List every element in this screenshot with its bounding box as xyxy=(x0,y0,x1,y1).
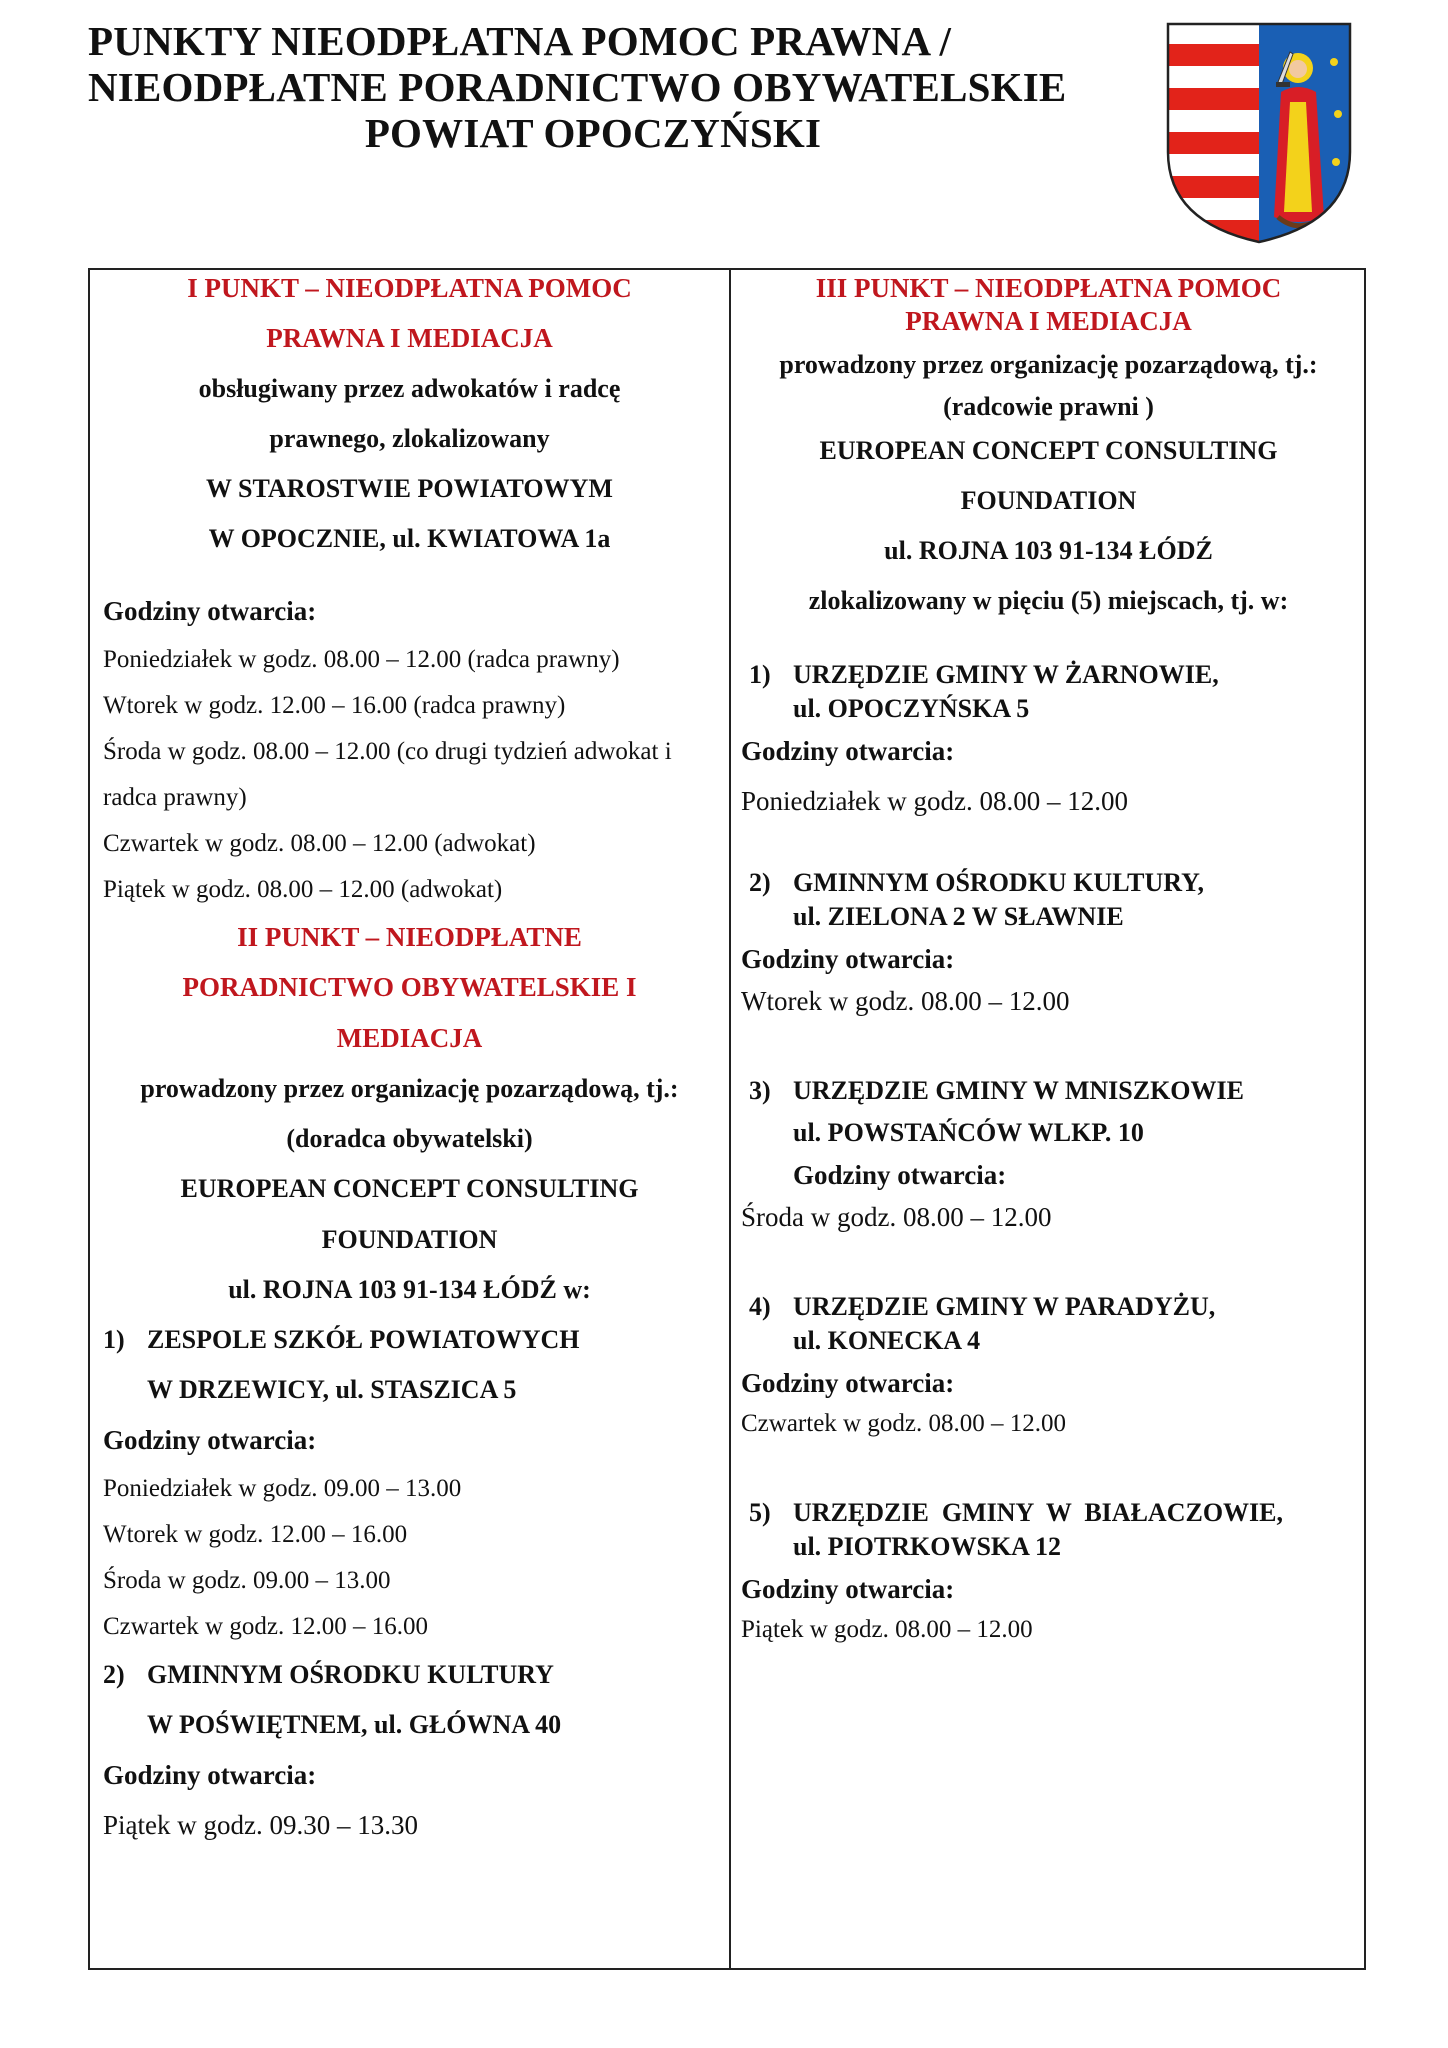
p2-loc1-hours-label: Godziny otwarcia: xyxy=(103,1425,317,1455)
p1-hours-wed: Środa w godz. 08.00 – 12.00 (co drugi tydzień adwokat i xyxy=(103,738,672,765)
p3-loc1-address: ul. OPOCZYŃSKA 5 xyxy=(793,694,1030,723)
p1-hours-label: Godziny otwarcia: xyxy=(103,596,317,626)
p2-loc1-address: W DRZEWICY, ul. STASZICA 5 xyxy=(147,1375,517,1404)
p3-loc1-line1 xyxy=(749,660,1219,690)
p3-loc5-hours: Piątek w godz. 08.00 – 12.00 xyxy=(741,1616,1033,1643)
coat-of-arms-icon xyxy=(1166,22,1352,244)
p2-loc2-hours-label: Godziny otwarcia: xyxy=(103,1760,317,1790)
p3-title-1: III PUNKT – NIEODPŁATNA POMOC xyxy=(815,273,1282,303)
p3-loc4-name: URZĘDZIE GMINY W PARADYŻU, xyxy=(793,1292,1216,1321)
p3-loc3-hours: Środa w godz. 08.00 – 12.00 xyxy=(741,1202,1052,1232)
p2-loc2-hours-fri: Piątek w godz. 09.30 – 13.30 xyxy=(103,1810,418,1840)
p3-loc2-line1 xyxy=(749,868,1204,898)
p1-desc-1: obsługiwany przez adwokatów i radcę xyxy=(198,374,621,403)
p3-loc3-hours-label: Godziny otwarcia: xyxy=(793,1160,1007,1190)
p2-desc-1: prowadzony przez organizację pozarządową, tj.: xyxy=(140,1074,679,1103)
p1-hours-wed-cont: radca prawny) xyxy=(103,784,247,811)
p3-loc2-address: ul. ZIELONA 2 W SŁAWNIE xyxy=(793,902,1124,931)
p3-loc5-hours-label: Godziny otwarcia: xyxy=(741,1574,955,1604)
p3-loc3-address: ul. POWSTAŃCÓW WLKP. 10 xyxy=(793,1118,1144,1147)
p2-loc1-name: ZESPOLE SZKÓŁ POWIATOWYCH xyxy=(147,1325,580,1354)
p2-desc-5: ul. ROJNA 103 91-134 ŁÓDŹ w: xyxy=(228,1275,591,1304)
info-table xyxy=(88,268,1366,1970)
p1-desc-3: W STAROSTWIE POWIATOWYM xyxy=(206,474,613,503)
p2-loc1-hours-wed: Środa w godz. 09.00 – 13.00 xyxy=(103,1567,391,1594)
p3-loc1-name: URZĘDZIE GMINY W ŻARNOWIE, xyxy=(793,660,1219,689)
p3-loc4-num: 4) xyxy=(749,1292,771,1321)
p2-loc1-hours-thu: Czwartek w godz. 12.00 – 16.00 xyxy=(103,1613,428,1640)
p3-loc1-num: 1) xyxy=(749,660,771,689)
p3-desc-1: prowadzony przez organizację pozarządową, tj.: xyxy=(779,350,1318,379)
p3-desc-2: (radcowie prawni ) xyxy=(943,392,1154,421)
p3-loc3-num: 3) xyxy=(749,1076,771,1105)
p3-desc-3: EUROPEAN CONCEPT CONSULTING xyxy=(819,436,1278,465)
p2-desc-3: EUROPEAN CONCEPT CONSULTING xyxy=(180,1174,639,1203)
p2-desc-4: FOUNDATION xyxy=(321,1225,498,1254)
p1-hours-thu: Czwartek w godz. 08.00 – 12.00 (adwokat) xyxy=(103,830,536,857)
p3-loc4-address: ul. KONECKA 4 xyxy=(793,1326,981,1355)
column-divider xyxy=(729,270,731,1968)
p3-loc5-line1 xyxy=(749,1498,1283,1528)
p1-desc-4: W OPOCZNIE, ul. KWIATOWA 1a xyxy=(208,524,611,553)
p3-loc2-hours: Wtorek w godz. 08.00 – 12.00 xyxy=(741,986,1070,1016)
title-line-1: PUNKTY NIEODPŁATNA POMOC PRAWNA / xyxy=(88,18,952,64)
p1-hours-mon: Poniedziałek w godz. 08.00 – 12.00 (radca prawny) xyxy=(103,646,620,673)
p3-desc-6: zlokalizowany w pięciu (5) miejscach, tj. w: xyxy=(808,586,1289,615)
p3-loc3-line1 xyxy=(749,1076,1244,1106)
p2-loc2-num: 2) xyxy=(103,1660,125,1689)
p3-loc4-hours: Czwartek w godz. 08.00 – 12.00 xyxy=(741,1410,1066,1437)
p2-loc2-address: W POŚWIĘTNEM, ul. GŁÓWNA 40 xyxy=(147,1710,562,1739)
p3-title-2: PRAWNA I MEDIACJA xyxy=(905,306,1192,336)
p3-loc3-name: URZĘDZIE GMINY W MNISZKOWIE xyxy=(793,1076,1244,1105)
p1-hours-fri: Piątek w godz. 08.00 – 12.00 (adwokat) xyxy=(103,876,503,903)
p3-loc4-hours-label: Godziny otwarcia: xyxy=(741,1368,955,1398)
p1-title-2: PRAWNA I MEDIACJA xyxy=(266,323,553,353)
p2-title-1: II PUNKT – NIEODPŁATNE xyxy=(237,922,582,952)
p1-desc-2: prawnego, zlokalizowany xyxy=(269,424,550,453)
p2-title-3: MEDIACJA xyxy=(336,1023,483,1053)
p2-loc1-hours-tue: Wtorek w godz. 12.00 – 16.00 xyxy=(103,1521,408,1548)
p3-loc2-name: GMINNYM OŚRODKU KULTURY, xyxy=(793,868,1205,897)
p3-loc1-hours: Poniedziałek w godz. 08.00 – 12.00 xyxy=(741,786,1128,816)
p3-desc-5: ul. ROJNA 103 91-134 ŁÓDŹ xyxy=(884,536,1213,565)
p2-loc1-line1 xyxy=(103,1325,579,1355)
p2-loc1-num: 1) xyxy=(103,1325,125,1354)
p3-loc5-num: 5) xyxy=(749,1498,771,1527)
document-header xyxy=(88,18,1118,156)
p3-loc4-line1 xyxy=(749,1292,1215,1322)
p3-loc5-name: URZĘDZIE GMINY W BIAŁACZOWIE, xyxy=(793,1498,1284,1527)
p1-hours-tue: Wtorek w godz. 12.00 – 16.00 (radca prawny) xyxy=(103,692,566,719)
p3-loc5-address: ul. PIOTRKOWSKA 12 xyxy=(793,1532,1061,1561)
p3-loc2-hours-label: Godziny otwarcia: xyxy=(741,944,955,974)
p1-title-1: I PUNKT – NIEODPŁATNA POMOC xyxy=(187,273,632,303)
p2-desc-2: (doradca obywatelski) xyxy=(286,1124,533,1153)
p2-loc2-name: GMINNYM OŚRODKU KULTURY xyxy=(147,1660,554,1689)
p3-desc-4: FOUNDATION xyxy=(960,486,1137,515)
title-line-2: NIEODPŁATNE PORADNICTWO OBYWATELSKIE xyxy=(88,64,1067,110)
p3-loc2-num: 2) xyxy=(749,868,771,897)
p3-loc1-hours-label: Godziny otwarcia: xyxy=(741,736,955,766)
p2-title-2: PORADNICTWO OBYWATELSKIE I xyxy=(182,972,637,1002)
p2-loc2-line1 xyxy=(103,1660,554,1690)
title-line-3: POWIAT OPOCZYŃSKI xyxy=(364,110,822,156)
p2-loc1-hours-mon: Poniedziałek w godz. 09.00 – 13.00 xyxy=(103,1475,462,1502)
